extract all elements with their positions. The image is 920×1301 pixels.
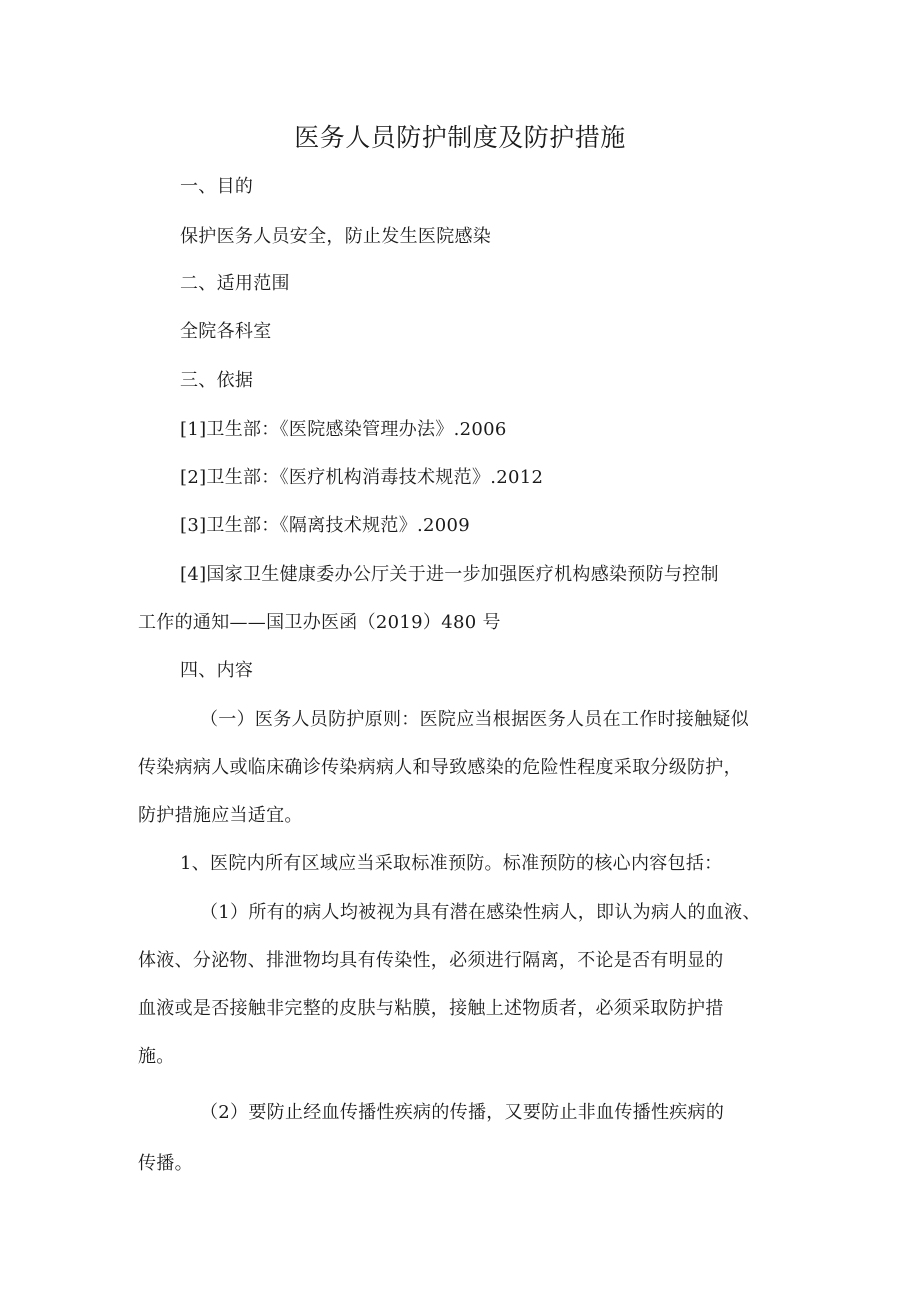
paragraph-line: （一）医务人员防护原则：医院应当根据医务人员在工作时接触疑似 xyxy=(200,709,749,730)
paragraph-line: 血液或是否接触非完整的皮肤与粘膜，接触上述物质者，必须采取防护措 xyxy=(138,998,724,1019)
reference-item: [3]卫生部：《隔离技术规范》.2009 xyxy=(180,515,471,536)
paragraph-line: 1、医院内所有区域应当采取标准预防。标准预防的核心内容包括： xyxy=(180,853,723,874)
reference-item: [1]卫生部：《医院感染管理办法》.2006 xyxy=(180,419,507,440)
paragraph-line: 保护医务人员安全，防止发生医院感染 xyxy=(180,226,492,247)
paragraph-line: （1）所有的病人均被视为具有潜在感染性病人，即认为病人的血液、 xyxy=(200,902,761,923)
reference-item: [2]卫生部：《医疗机构消毒技术规范》.2012 xyxy=(180,467,544,488)
section-heading-basis: 三、依据 xyxy=(180,370,254,391)
paragraph-line: 全院各科室 xyxy=(180,321,272,342)
paragraph-line: 传染病病人或临床确诊传染病病人和导致感染的危险性程度采取分级防护， xyxy=(138,757,742,778)
paragraph-line: 施。 xyxy=(138,1046,175,1067)
section-heading-scope: 二、适用范围 xyxy=(180,273,290,294)
reference-item-continuation: 工作的通知——国卫办医函（2019）480 号 xyxy=(138,612,501,633)
section-heading-purpose: 一、目的 xyxy=(180,176,254,197)
section-heading-content: 四、内容 xyxy=(180,660,254,681)
document-title: 医务人员防护制度及防护措施 xyxy=(294,123,626,152)
reference-item: [4]国家卫生健康委办公厅关于进一步加强医疗机构感染预防与控制 xyxy=(180,564,719,585)
paragraph-line: 体液、分泌物、排泄物均具有传染性，必须进行隔离，不论是否有明显的 xyxy=(138,950,724,971)
paragraph-line: （2）要防止经血传播性疾病的传播，又要防止非血传播性疾病的 xyxy=(200,1102,725,1123)
paragraph-line: 防护措施应当适宜。 xyxy=(138,805,303,826)
paragraph-line: 传播。 xyxy=(138,1153,193,1174)
